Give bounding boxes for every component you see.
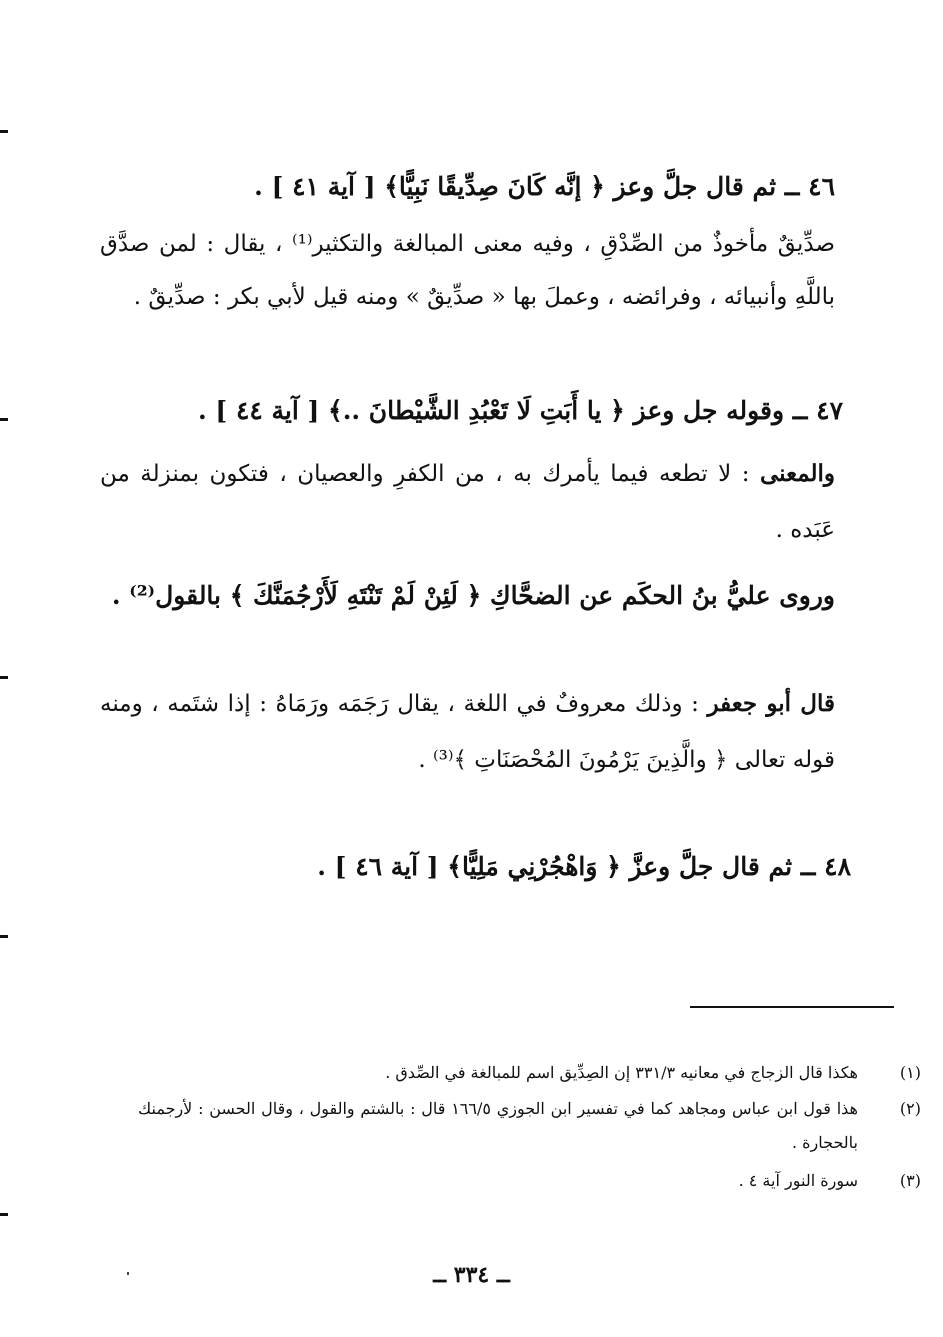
margin-mark bbox=[0, 676, 8, 679]
margin-mark bbox=[0, 935, 8, 938]
abu-jafar-label: قال أبو جعفر bbox=[707, 690, 835, 717]
footnote-text: هذا قول ابن عباس ومجاهد كما في تفسير ابن الجوزي ١٦٦/٥ قال : بالشتم والقول ، وقال الحسن : لأرجمنك بالحجارة . bbox=[138, 1099, 858, 1152]
entry-47-meaning bbox=[100, 446, 835, 558]
footnote-3 bbox=[138, 1164, 921, 1198]
abu-jafar-text: : وذلك معروفٌ في اللغة ، يقال رَجَمَه ورَمَاهُ : إذا شتَمه ، ومنه قوله تعالى ﴿ والَّذِينَ يَرْمُونَ المُحْصَنَاتِ ﴾⁽³⁾ . bbox=[100, 691, 835, 773]
entry-47-narration: وروى عليُّ بنُ الحكَم عن الضحَّاكِ ﴿ لَئِنْ لَمْ تَنْتَهِ لَأَرْجُمَنَّكَ ﴾ بالقول⁽²⁾ . bbox=[111, 581, 835, 610]
page-number: ــ ٣٣٤ ــ bbox=[433, 1262, 510, 1288]
entry-46-body: صدِّيقٌ مأخوذٌ من الصِّدْقِ ، وفيه معنى المبالغة والتكثير⁽¹⁾ ، يقال : لمن صدَّق باللَّهِ وأنبيائه ، وفرائضه ، وعملَ بها « صدِّيقٌ » ومنه قيل لأبي بكر : صدِّيقٌ . bbox=[100, 231, 835, 310]
entry-47-heading: ٤٧ ــ وقوله جل وعز ﴿ يا أَبَتِ لَا تَعْبُدِ الشَّيْطانَ ..﴾ [ آية ٤٤ ] . bbox=[197, 396, 843, 425]
meaning-text: : لا تطعه فيما يأمرك به ، من الكفرِ والعصيان ، فتكون بمنزلة من عَبَده . bbox=[100, 461, 835, 543]
footnote-number: (٢) bbox=[899, 1099, 921, 1118]
footnote-1 bbox=[138, 1056, 921, 1090]
entry-46-heading: ٤٦ ــ ثم قال جلَّ وعز ﴿ إنَّه كَانَ صِدِّيقًا نَبِيًّا﴾ [ آية ٤١ ] . bbox=[254, 172, 835, 201]
entry-47-abu-jafar bbox=[100, 676, 835, 788]
footnote-text: هكذا قال الزجاج في معانيه ٣٣١/٣ إن الصِدِّيق اسم للمبالغة في الصِّدق . bbox=[385, 1063, 858, 1082]
footnote-number: (٣) bbox=[899, 1171, 921, 1190]
footnote-separator bbox=[690, 1006, 894, 1008]
footnote-text: سورة النور آية ٤ . bbox=[738, 1171, 858, 1190]
margin-mark bbox=[0, 1213, 8, 1216]
meaning-label: والمعنى bbox=[760, 460, 836, 487]
entry-48-heading: ٤٨ ــ ثم قال جلَّ وعزَّ ﴿ وَاهْجُرْنِي مَلِيًّا﴾ [ آية ٤٦ ] . bbox=[317, 852, 851, 881]
margin-mark bbox=[0, 130, 8, 133]
footnote-number: (١) bbox=[899, 1063, 921, 1082]
footnote-2 bbox=[138, 1092, 921, 1160]
margin-mark bbox=[0, 418, 8, 421]
